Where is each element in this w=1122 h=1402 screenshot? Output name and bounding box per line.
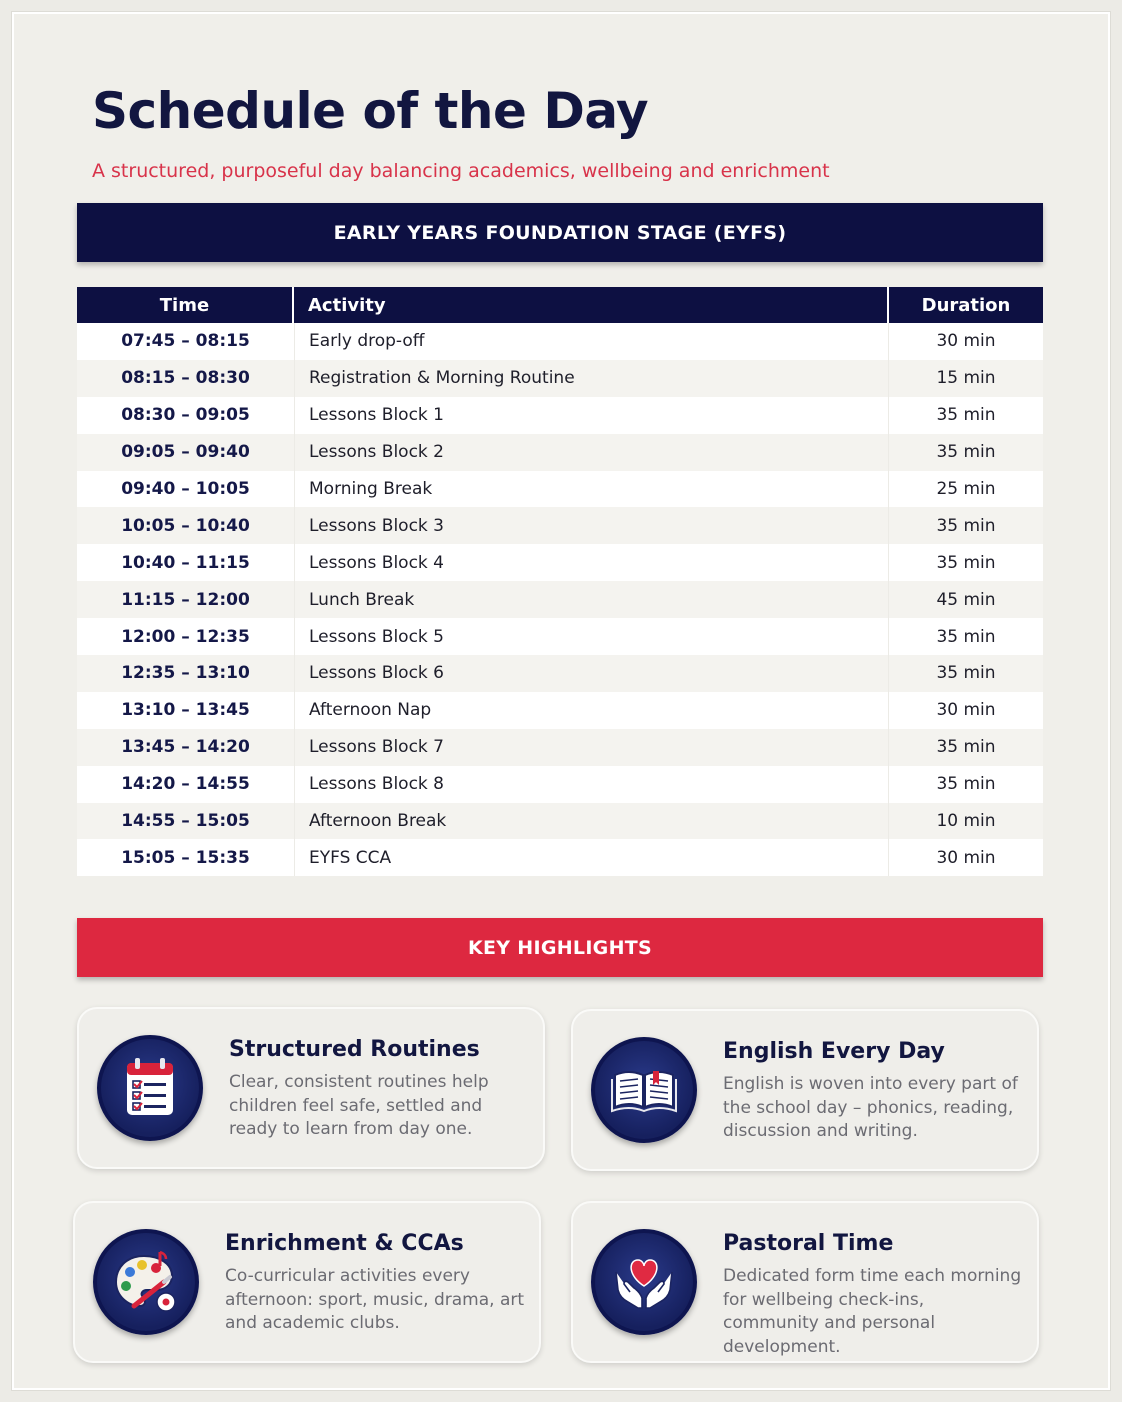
- activity-cell: Lessons Block 7: [294, 729, 889, 766]
- duration-cell: 35 min: [936, 663, 996, 684]
- highlight-card-enrichment-ccas: [73, 1201, 541, 1363]
- checklist-calendar-icon: [97, 1035, 203, 1141]
- highlight-card-pastoral-time: [571, 1201, 1039, 1363]
- time-cell: 09:05 – 09:40: [121, 442, 250, 463]
- table-row: [77, 544, 1043, 581]
- table-row: [77, 471, 1043, 508]
- time-cell: 14:55 – 15:05: [121, 811, 250, 832]
- duration-cell: 35 min: [936, 515, 996, 536]
- time-cell: 11:15 – 12:00: [121, 589, 250, 610]
- card-text: Co-curricular activities every afternoon: sport, music, drama, art and academic clubs.: [225, 1266, 525, 1333]
- duration-cell: 10 min: [936, 811, 996, 832]
- activity-cell: Lessons Block 2: [294, 434, 889, 471]
- table-row: [77, 729, 1043, 766]
- time-cell: 09:40 – 10:05: [121, 479, 250, 499]
- highlight-card-structured-routines: [77, 1007, 545, 1169]
- table-row: [77, 581, 1043, 618]
- schedule-table: [77, 287, 1043, 876]
- activity-cell: Morning Break: [294, 471, 889, 508]
- eyfs-section-banner: EARLY YEARS FOUNDATION STAGE (EYFS): [77, 203, 1043, 262]
- table-row: [77, 803, 1043, 840]
- activity-cell: Lessons Block 5: [294, 618, 889, 655]
- time-cell: 14:20 – 14:55: [121, 774, 250, 795]
- time-cell: 10:05 – 10:40: [121, 515, 250, 536]
- activity-cell: Lessons Block 3: [294, 507, 889, 544]
- column-header-time: Time: [77, 287, 294, 323]
- activity-cell: Lessons Block 6: [294, 655, 889, 692]
- key-highlights-banner: KEY HIGHLIGHTS: [77, 918, 1043, 977]
- open-book-icon: [591, 1037, 697, 1143]
- duration-cell: 35 min: [936, 774, 996, 795]
- time-cell: 12:00 – 12:35: [121, 626, 250, 647]
- card-text: English is woven into every part of the school day – phonics, reading, discussion and writing.: [723, 1074, 1018, 1141]
- duration-cell: 35 min: [936, 626, 996, 647]
- art-palette-icon: [93, 1229, 199, 1335]
- table-header: [77, 287, 1043, 323]
- table-row: [77, 434, 1043, 471]
- time-cell: 13:45 – 14:20: [121, 737, 250, 758]
- column-header-activity: Activity: [294, 287, 889, 323]
- table-body: [77, 323, 1043, 876]
- table-row: [77, 655, 1043, 692]
- duration-cell: 25 min: [936, 479, 996, 499]
- time-cell: 10:40 – 11:15: [121, 552, 250, 573]
- activity-cell: Lessons Block 1: [294, 397, 889, 434]
- duration-cell: 15 min: [936, 368, 996, 389]
- table-row: [77, 618, 1043, 655]
- time-cell: 15:05 – 15:35: [121, 847, 250, 868]
- duration-cell: 30 min: [936, 331, 996, 352]
- duration-cell: 35 min: [936, 442, 996, 463]
- duration-cell: 35 min: [936, 552, 996, 573]
- page-title: Schedule of the Day: [92, 82, 649, 140]
- card-title: Enrichment & CCAs: [225, 1231, 464, 1256]
- table-row: [77, 397, 1043, 434]
- table-row: [77, 507, 1043, 544]
- table-row: [77, 692, 1043, 729]
- activity-cell: Lessons Block 8: [294, 766, 889, 803]
- duration-cell: 30 min: [936, 847, 996, 868]
- activity-cell: EYFS CCA: [294, 839, 889, 876]
- card-title: Pastoral Time: [723, 1231, 894, 1256]
- time-cell: 07:45 – 08:15: [121, 331, 250, 352]
- card-text: Dedicated form time each morning for wellbeing check-ins, community and personal development.: [723, 1266, 1022, 1357]
- activity-cell: Afternoon Nap: [294, 692, 889, 729]
- duration-cell: 35 min: [936, 405, 996, 426]
- activity-cell: Lessons Block 4: [294, 544, 889, 581]
- activity-cell: Registration & Morning Routine: [294, 360, 889, 397]
- activity-cell: Lunch Break: [294, 581, 889, 618]
- table-row: [77, 323, 1043, 360]
- duration-cell: 35 min: [936, 737, 996, 758]
- column-header-duration: Duration: [921, 294, 1011, 316]
- heart-hands-icon: [591, 1229, 697, 1335]
- duration-cell: 45 min: [936, 589, 996, 610]
- time-cell: 13:10 – 13:45: [121, 700, 250, 721]
- time-cell: 08:15 – 08:30: [121, 368, 250, 389]
- activity-cell: Early drop-off: [294, 323, 889, 360]
- card-title: English Every Day: [723, 1039, 945, 1064]
- time-cell: 12:35 – 13:10: [121, 663, 250, 684]
- page-subtitle: A structured, purposeful day balancing academics, wellbeing and enrichment: [92, 160, 830, 182]
- card-title: Structured Routines: [229, 1037, 480, 1062]
- table-row: [77, 360, 1043, 397]
- card-text: Clear, consistent routines help children feel safe, settled and ready to learn from day one.: [229, 1072, 489, 1139]
- table-row: [77, 839, 1043, 876]
- table-row: [77, 766, 1043, 803]
- time-cell: 08:30 – 09:05: [121, 405, 250, 426]
- duration-cell: 30 min: [936, 700, 996, 721]
- activity-cell: Afternoon Break: [294, 803, 889, 840]
- highlight-card-english-every-day: [571, 1009, 1039, 1171]
